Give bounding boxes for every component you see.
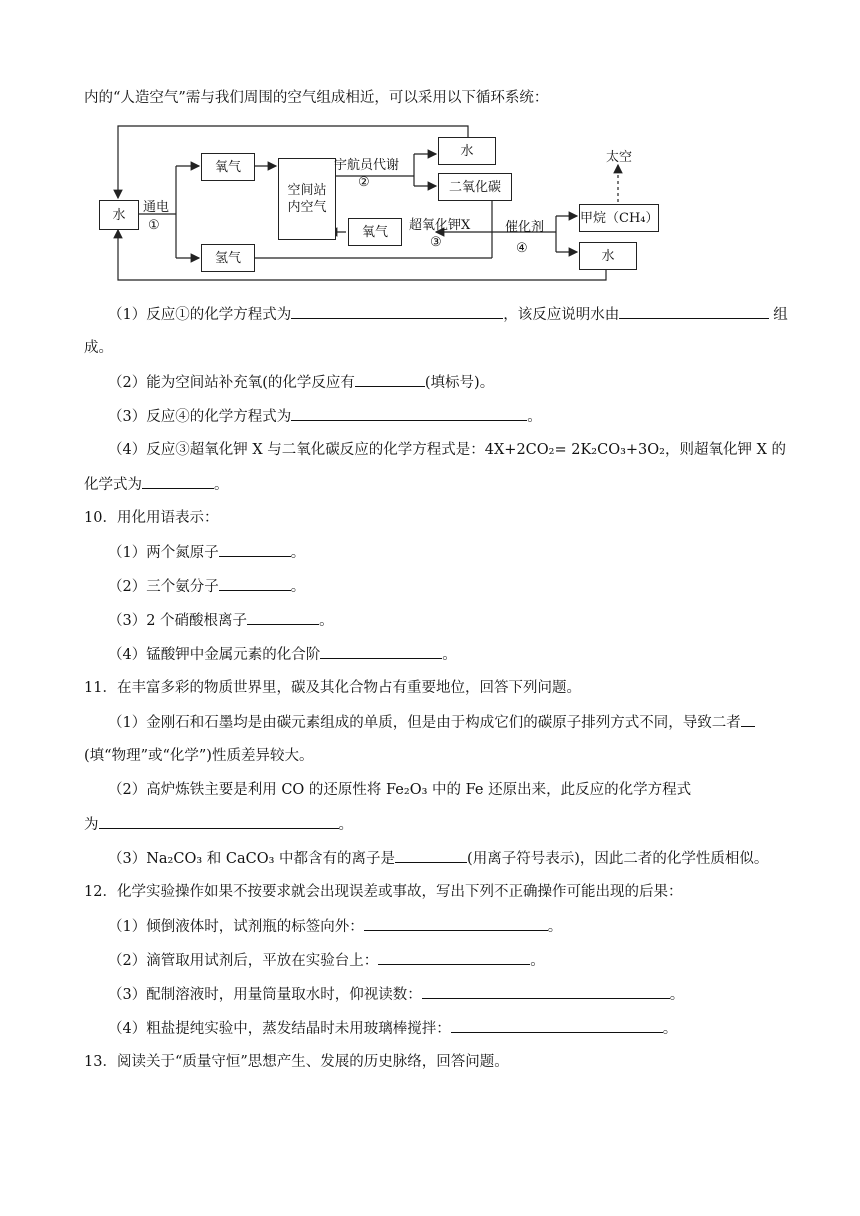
reaction-1-label: ①	[148, 218, 160, 233]
q11-item1-cont: (填“物理”或“化学”)性质差异较大。	[84, 748, 314, 764]
water-box: 水	[99, 200, 139, 230]
hydrogen-box: 氢气	[201, 244, 255, 272]
answer-blank[interactable]	[451, 1018, 663, 1033]
catalyst-label: 催化剂	[505, 220, 545, 235]
cycle-diagram	[96, 120, 676, 292]
q12-item4: （4）粗盐提纯实验中，蒸发结晶时未用玻璃棒搅拌： 。	[108, 1018, 677, 1039]
q11-item1: （1）金刚石和石墨均是由碳元素组成的单质，但是由于构成它们的碳原子排列方式不同，导致二者	[108, 712, 755, 733]
answer-blank[interactable]	[247, 610, 319, 625]
q10-item4: （4）锰酸钾中金属元素的化合阶 。	[108, 644, 457, 665]
q12-item2: （2）滴管取用试剂后，平放在实验台上： 。	[108, 950, 545, 971]
oxygen-box: 氧气	[201, 153, 255, 181]
q12-title: 12．化学实验操作如果不按要求就会出现误差或事故，写出下列不正确操作可能出现的后果：	[84, 884, 683, 900]
oxygen-regen-box: 氧气	[348, 218, 402, 246]
reaction-2-label: ②	[358, 175, 370, 190]
answer-blank[interactable]	[219, 542, 291, 557]
superoxide-label: 超氧化钾X	[409, 218, 471, 233]
answer-blank[interactable]	[619, 304, 769, 319]
answer-blank[interactable]	[320, 644, 442, 659]
q9-part2: （2）能为空间站补充氧(的化学反应有 (填标号)。	[108, 372, 494, 393]
methane-box: 甲烷（CH₄）	[579, 204, 659, 232]
q9-part4-cont: 化学式为 。	[84, 474, 229, 495]
water-product-box: 水	[438, 137, 496, 165]
answer-blank[interactable]	[355, 372, 425, 387]
electrolysis-label: 通电	[143, 200, 170, 215]
q10-item2: （2）三个氨分子 。	[108, 576, 305, 597]
q11-item3: （3）Na₂CO₃ 和 CaCO₃ 中都含有的离子是 (用离子符号表示)，因此二者的化学性质相似。	[108, 848, 768, 869]
co2-box: 二氧化碳	[438, 173, 512, 201]
q9-part3: （3）反应④的化学方程式为 。	[108, 406, 542, 427]
q11-title: 11．在丰富多彩的物质世界里，碳及其化合物占有重要地位，回答下列问题。	[84, 680, 581, 696]
q11-item2: （2）高炉炼铁主要是利用 CO 的还原性将 Fe₂O₃ 中的 Fe 还原出来，此反应的化学方程式	[108, 782, 692, 798]
answer-blank[interactable]	[395, 848, 467, 863]
answer-blank[interactable]	[99, 814, 339, 829]
station-air-box: 空间站内空气	[278, 158, 336, 240]
answer-blank[interactable]	[142, 474, 214, 489]
q9-part1: （1）反应①的化学方程式为 ，该反应说明水由 组	[108, 304, 788, 325]
metabolism-label: 宇航员代谢	[334, 158, 400, 173]
answer-blank[interactable]	[291, 304, 503, 319]
q10-item3: （3）2 个硝酸根离子 。	[108, 610, 334, 631]
q11-item2-cont: 为 。	[84, 814, 353, 835]
q9-part1-cont: 成。	[84, 340, 113, 356]
answer-blank[interactable]	[364, 916, 548, 931]
reaction-4-label: ④	[516, 241, 528, 256]
space-label: 太空	[606, 150, 633, 165]
intro-text: 内的“人造空气”需与我们周围的空气组成相近，可以采用以下循环系统：	[84, 90, 549, 106]
reaction-3-label: ③	[430, 235, 442, 250]
q12-item3: （3）配制溶液时，用量筒量取水时，仰视读数： 。	[108, 984, 684, 1005]
q10-item1: （1）两个氮原子 。	[108, 542, 305, 563]
q13-title: 13．阅读关于“质量守恒”思想产生、发展的历史脉络，回答问题。	[84, 1054, 509, 1070]
answer-blank[interactable]	[378, 950, 530, 965]
answer-blank[interactable]	[291, 406, 527, 421]
q10-title: 10．用化用语表示：	[84, 510, 219, 526]
water-byproduct-box: 水	[579, 242, 637, 270]
answer-blank[interactable]	[219, 576, 291, 591]
q9-part4: （4）反应③超氧化钾 X 与二氧化碳反应的化学方程式是：4X+2CO₂= 2K₂CO₃+3O₂，则超氧化钾 X 的	[108, 442, 787, 458]
answer-blank[interactable]	[741, 712, 755, 727]
q12-item1: （1）倾倒液体时，试剂瓶的标签向外： 。	[108, 916, 562, 937]
answer-blank[interactable]	[422, 984, 670, 999]
